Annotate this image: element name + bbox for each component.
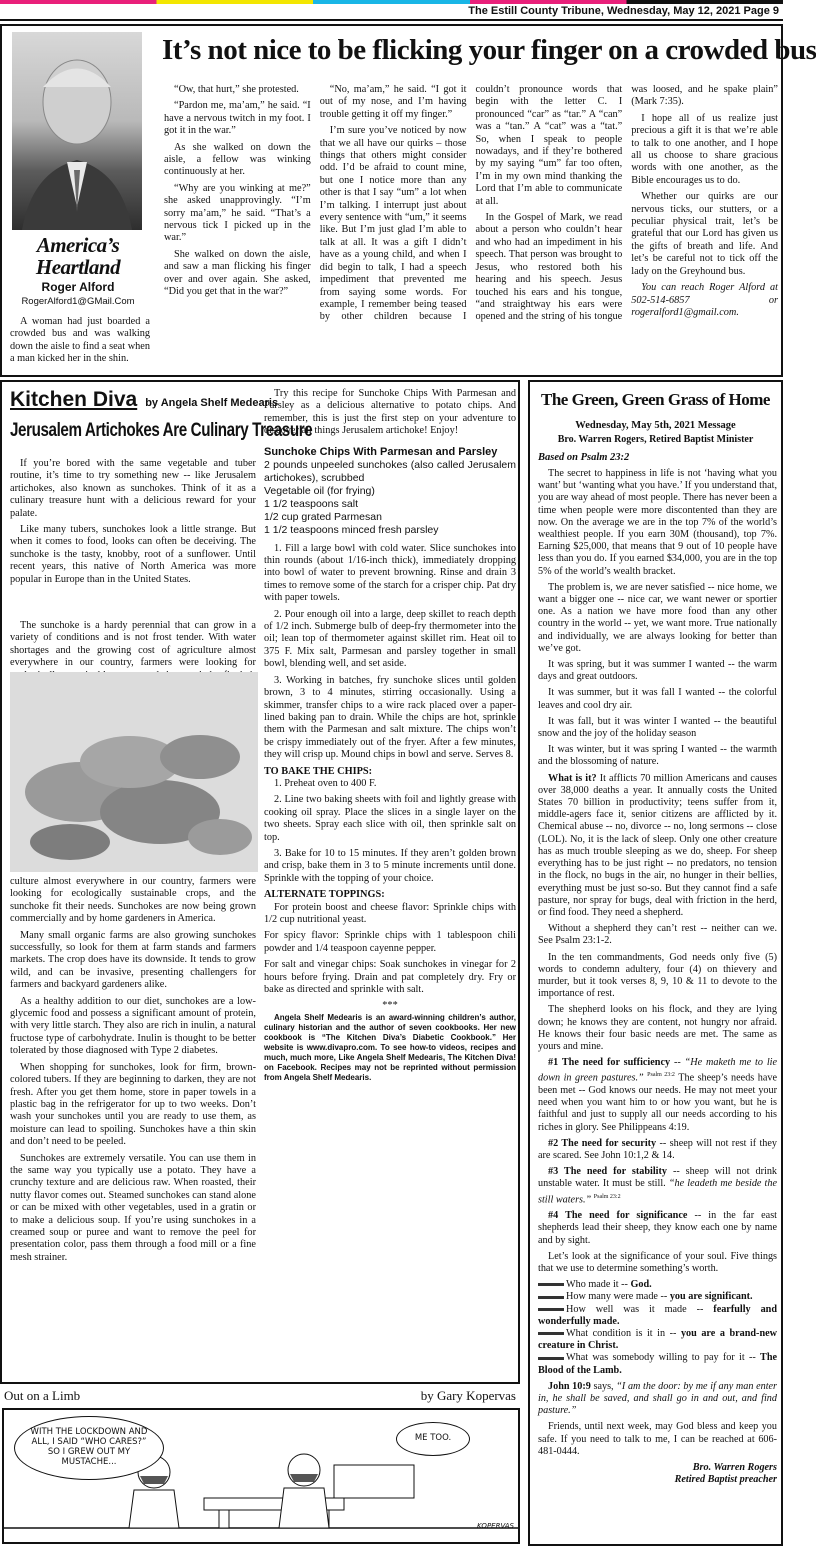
worth-item xyxy=(538,1304,777,1328)
article-paragraph: She walked on down the aisle, and saw a man flicking his finger over and over again. She asked, “Did you get that in the war?” xyxy=(164,248,311,298)
green-paragraph: It was fall, but it was winter I wanted -- the beautiful snow and the joy of the holiday season xyxy=(538,715,777,740)
speech-bubble-left xyxy=(14,1416,164,1480)
speech-bubble-right xyxy=(396,1422,470,1456)
alt-step: For salt and vinegar chips: Soak sunchokes in vinegar for 2 hours before frying. Drain and pat completely dry. Fry or bake as directed and sprinkle with salt. xyxy=(264,959,516,996)
signature-title: Retired Baptist preacher xyxy=(674,1474,777,1486)
worth-question: What was somebody willing to pay for it -- xyxy=(566,1352,756,1364)
alt-title: ALTERNATE TOPPINGS: xyxy=(264,889,385,901)
headline: It’s not nice to be flicking your finger on a crowded bus xyxy=(162,34,816,66)
green-paragraph: Let’s look at the significance of your soul. Five things that we use to determine something’s worth. xyxy=(538,1250,777,1274)
article-body xyxy=(164,84,778,372)
need-2-text: -- sheep will not rest if they are scared. See John 10:1,2 & 14. xyxy=(538,1137,777,1161)
ingredient: 1/2 cup grated Parmesan xyxy=(264,510,382,523)
cartoon-panel xyxy=(2,1408,520,1544)
alt-step: For spicy flavor: Sprinkle chips with 1 tablespoon chili powder and 1/4 teaspoon cayenne pepper. xyxy=(264,930,516,954)
brand-byline: by Angela Shelf Medearis xyxy=(145,397,279,409)
need-4-text: -- in the far east shepherds lead their sheep, they know each one by name and by sight. xyxy=(538,1210,777,1246)
worth-question: How well was it made -- xyxy=(566,1303,704,1315)
need-1-ref: Psalm 23:2 xyxy=(647,1072,675,1079)
bake-title: TO BAKE THE CHIPS: xyxy=(264,765,373,777)
kitchen-paragraph-continued: culture almost everywhere in our country, farmers were looking for ecologically sustainable crops, and the sunchoke fit their needs. Sunchokes are now being grown commercially and by home gardeners in America. xyxy=(10,876,256,925)
worth-answer: you are a brand-new creature in Christ. xyxy=(538,1327,777,1352)
kitchen-para-3a xyxy=(10,620,256,668)
kitchen-headline: Jerusalem Artichokes Are Culinary Treasure xyxy=(10,420,313,441)
bullet-bar xyxy=(538,1308,564,1311)
contact-line: You can reach Roger Alford at 502-514-6857 or rogeralford1@gmail.com. xyxy=(631,282,778,318)
worth-question: What condition is it in -- xyxy=(566,1327,677,1339)
worth-answer: The Blood of the Lamb. xyxy=(538,1352,778,1376)
what-text: It afflicts 70 million Americans and causes over 38,000 deaths a year. It annually costs the United States 70 billion in productivity; teens suffer from it, middle-agers face it, senior citizens are afflicted by it. Chemical abuse -- no, divorce -- no, long sermons -- close (LOL). No, it is the lack of sleep. Only one other creature has as much trouble sleeping as we do, sheep. For sheep everything has to be just right -- no predators, no tension in the flock, no bugs in the air, no hunger in their bellies, everything must be just so-so. But they cannot find a safe pasture, nor spray for bugs, deal with friction in the herd, or find food. They need a shepherd. xyxy=(538,772,778,918)
need-3-label: #3 The need for stability xyxy=(548,1166,667,1178)
need-1-text: The sheep’s needs have been met -- God knows our needs. He may not meet your need when you want him to or how you want, but he is faithful and just to supply all our needs according to his riches in glory. See Philippeans 4:19. xyxy=(538,1072,777,1133)
speech-text-right: ME TOO. xyxy=(414,1433,452,1443)
kitchen-paragraph: Like many tubers, sunchokes look a little strange. But when it comes to food, looks can often be deceiving. The sunchoke is the tasty, knobby, root of a sunflower. Until recent years, this native of North America was more popular in Europe than in the United States. xyxy=(10,524,256,585)
green-paragraph: The problem is, we are never satisfied -- nice home, we want a bigger one -- nice car, we want newer or sportier one. As a nation we have more food than any other country in the world -- yet, we want more. True nationally and individually, we are always looking for better than we’ve got. xyxy=(538,581,777,654)
sunchoke-illustration xyxy=(10,672,258,872)
kitchen-paragraph: Try this recipe for Sunchoke Chips With Parmesan and Parsley as a delicious alternative to potato chips. And remember, this is just the first step on your adventure to discover all things Jerusalem artichoke! Enjoy! xyxy=(264,388,516,437)
author-photo xyxy=(12,32,142,230)
need-3-ref: Psalm 23:2 xyxy=(593,1193,621,1200)
sunchoke-photo xyxy=(10,672,258,872)
green-paragraph: It was winter, but it was spring I wanted -- the warmth and the blossoming of nature. xyxy=(538,744,777,768)
john-text: “I am the door: by me if any man enter in, he shall be saved, and shall go in and out, and find pasture.” xyxy=(538,1380,778,1417)
bullet-bar xyxy=(538,1357,564,1360)
worth-item xyxy=(538,1279,777,1291)
what-is-it xyxy=(538,773,777,919)
worth-question: Who made it -- xyxy=(566,1279,628,1291)
recipe-step: 1. Fill a large bowl with cold water. Slice sunchokes into thin rounds (about 1/16-inch thick), immediately dropping into bowl of water to prevent browning. Rinse and drain 3 times to remove some of the starch for a crisper chip. Pat dry with paper towels. xyxy=(264,542,516,604)
worth-answer: God. xyxy=(630,1279,652,1291)
article-paragraph: Whether our quirks are our nervous ticks, our stutters, or a peculiar physical trait, let’s be grateful that our Lord has given us the gifts of breath and life. And let’s be careful not to tick off the lady on the Greyhound bus. xyxy=(631,191,778,277)
article-paragraph: As she walked on down the aisle, a fellow was winking continuously at her. xyxy=(164,141,311,178)
article-paragraph: “Why are you winking at me?” she asked unapprovingly. “I’m sorry ma’am,” he said. “That’s a nervous tick I picked up in the war.” xyxy=(164,182,311,244)
author-bio: Angela Shelf Medearis is an award-winning children’s author, culinary historian and the author of seven cookbooks. Her new cookbook is “The Kitchen Diva’s Diabetic Cookbook.” Her website is www.divapro.com. To see how-to videos, recipes and much, much more, Like Angela Shelf Medearis, The Kitchen Diva! on Facebook. Recipes may not be reprinted without permission from Angela Shelf Medearis. xyxy=(264,1012,516,1082)
green-date: Wednesday, May 5th, 2021 Message xyxy=(575,420,736,431)
speech-text-left: WITH THE LOCKDOWN AND ALL, I SAID “WHO CARES?” SO I GREW OUT MY MUSTACHE... xyxy=(30,1427,148,1467)
author-email: RogerAlford1@GMail.Com xyxy=(21,296,135,307)
green-grass-article xyxy=(528,380,783,1546)
worth-question: How many were made -- xyxy=(566,1291,668,1303)
worth-item xyxy=(538,1352,777,1376)
what-label: What is it? xyxy=(548,772,597,784)
green-paragraph: Without a shepherd they can’t rest -- neither can we. See Psalm 23:1-2. xyxy=(538,923,777,947)
top-article xyxy=(0,24,816,377)
kitchen-paragraph: If you’re bored with the same vegetable and tuber routine, it’s time to try something new -- like Jerusalem artichokes, also known as sunchokes. Think of it as a culinary treasure hunt with a delicious reward for your palate. xyxy=(10,458,256,519)
brand-name: Kitchen Diva xyxy=(10,388,138,411)
need-4-label: #4 The need for significance xyxy=(548,1210,688,1222)
cartoon-byline: by Gary Kopervas xyxy=(420,1388,516,1403)
recipe-step: 2. Pour enough oil into a large, deep skillet to reach depth of 1/2 inch. Submerge bulb of deep-fry thermometer into the oil; lean top of thermometer against skillet rim. Heat oil to 375 F. Mix salt, Parmesan and parsley together in small bowl, blending well, and set aside. xyxy=(264,608,516,670)
bake-step: 1. Preheat oven to 400 F. xyxy=(274,777,377,789)
recipe-step: 3. Working in batches, fry sunchoke slices until golden brown, 3 to 4 minutes, stirring occasionally. Using a skimmer, transfer chips to a wire rack placed over a paper-lined baking pan to drain. While the chips are hot, sprinkle them with the Parmesan and salt mixture. The chips won’t be crispy immediately out of the fryer. After a few minutes, they will crisp up. Mound chips in bowl and serve. Serves 8. xyxy=(264,674,516,761)
green-paragraph: It was summer, but it was fall I wanted -- the colorful leaves and cool dry air. xyxy=(538,687,777,711)
need-2 xyxy=(538,1138,777,1162)
kitchen-paragraph: The sunchoke is a hardy perennial that can grow in a variety of conditions and is not frost tender. With water shortages and the growing cost of agriculture almost everywhere in our country, farmers were looking for xyxy=(10,620,256,669)
bullet-bar xyxy=(538,1283,564,1286)
green-body xyxy=(538,468,777,1540)
green-paragraph: It was spring, but it was summer I wanted -- the warm days and great outdoors. xyxy=(538,659,777,683)
page-header: The Estill County Tribune, Wednesday, May 12, 2021 Page 9 xyxy=(468,5,779,17)
lead-paragraph: A woman had just boarded a crowded bus and was walking down the aisle to find a seat when a man kicked her in the shin. xyxy=(10,316,150,365)
author-name: Roger Alford xyxy=(41,280,115,294)
need-1-quote: -- “He maketh me to lie down in green pastures.” xyxy=(538,1057,778,1084)
article-paragraph: “Ow, that hurt,” she protested. xyxy=(174,84,299,95)
ingredient: 1 1/2 teaspoons salt xyxy=(264,497,358,510)
john-label: John 10:9 xyxy=(548,1380,591,1392)
kitchen-paragraph: When shopping for sunchokes, look for firm, brown-colored tubers. If they are beginning to darken, they are not fresh. After you get them home, store in paper towels in a plastic bag in the refrigerator for up to two weeks. Don’t wash your sunchokes until you are ready to use them, as moisture can lead to spoiling. Sunchokes have a thin skin and don’t need to be peeled. xyxy=(10,1061,256,1148)
cartoonist-signature: KOPERVAS xyxy=(477,1522,514,1530)
need-2-label: #2 The need for security xyxy=(548,1137,657,1149)
need-3-text: -- sheep will not drink unstable water. It must be still. xyxy=(538,1166,778,1190)
article-paragraph: “No, ma’am,” he said. “I got it out of my nose, and I’m having trouble getting it off my finger.” xyxy=(319,84,467,120)
green-paragraph: In the ten commandments, God needs only five (5) words to condemn adultery, four (4) on thievery and murder, but it took verses 8, 9, 10 & 11 to devote to the importance of rest. xyxy=(538,951,777,1000)
need-3 xyxy=(538,1166,777,1206)
recipe-title: Sunchoke Chips With Parmesan and Parsley xyxy=(264,445,498,458)
kitchen-paragraph: Sunchokes are extremely versatile. You can use them in the same way you typically use a potato. They have a crunchy texture and are delicious raw. When roasted, their nutty flavor comes out. Steamed sunchokes can stand alone or can be mixed with other vegetables, used in a gratin or to make a delicious soup. If you’re using sunchokes in a creamed soup or puree and want to remove the peel for presentation color, pass them through a food mill or a fine mesh strainer. xyxy=(10,1152,256,1263)
green-based-on: Based on Psalm 23:2 xyxy=(538,452,630,463)
kitchen-diva-article xyxy=(0,380,520,1384)
need-1 xyxy=(538,1057,777,1134)
signature-name: Bro. Warren Rogers xyxy=(692,1462,777,1474)
article-paragraph: I’m sure you’ve noticed by now that we all have our quirks – those things that others might consider odd. I’d be afraid to count mine, but one I notice more than any other is that I say “um” a lot when I’m talking. I interrupt just about every sentence with “um,” it seems like. But I’m just glad I’m able to talk at all. It was a gift I didn’t have as a young child, and when I did begin to talk, I had a speech impediment that prevented me from saying some words. For example, I remember being teased by other children because I couldn’t pronounce words that begin with the letter C. I pronounced “car” as “tar.” A “can” was a “tan.” A “cat” was a “tat.” So, when I speak to people nowadays, and if they’re bothered by my saying “um” far too often, I’m in my own mind thanking the Lord that I’m able to communicate at all. xyxy=(319,84,623,323)
need-3-quote: “he leadeth me beside the still waters.” xyxy=(538,1178,778,1205)
worth-item xyxy=(538,1291,777,1303)
kitchen-right-column xyxy=(264,388,516,1380)
green-paragraph: The shepherd looks on his flock, and they are lying down; he knows they are content, not hungry nor afraid. He knows their four basic needs are met. The same as yours and mine. xyxy=(538,1004,777,1052)
bullet-bar xyxy=(538,1296,564,1299)
john-says: says, xyxy=(593,1380,614,1392)
john-quote xyxy=(538,1381,777,1418)
kitchen-left-lower xyxy=(10,876,256,1381)
green-author: Bro. Warren Rogers, Retired Baptist Minister xyxy=(557,434,754,445)
column-name-2: Heartland xyxy=(35,255,121,279)
green-title: The Green, Green Grass of Home xyxy=(541,390,770,409)
kitchen-intro xyxy=(10,458,256,590)
header-rule xyxy=(0,19,783,21)
bake-step: 3. Bake for 10 to 15 minutes. If they aren’t golden brown and crisp, bake them in 3 to 5 minute increments until done. Sprinkle with the topping of your choice. xyxy=(264,847,516,884)
need-4 xyxy=(538,1210,777,1247)
worth-item xyxy=(538,1328,777,1352)
worth-answer: fearfully and wonderfully made. xyxy=(538,1303,777,1327)
cartoon-title: Out on a Limb xyxy=(4,1388,81,1403)
ingredient: Vegetable oil (for frying) xyxy=(264,484,375,497)
alt-step: For protein boost and cheese flavor: Sprinkle chips with 1/2 cup nutritional yeast. xyxy=(264,901,516,925)
need-1-label: #1 The need for sufficiency xyxy=(548,1057,671,1069)
section-stars: *** xyxy=(382,1000,398,1012)
bake-step: 2. Line two baking sheets with foil and lightly grease with cooking oil spray. Place the slices in a single layer on the two sheets. Spray each slice with oil, then sprinkle salt on top. xyxy=(264,794,516,843)
portrait-illustration xyxy=(12,32,142,230)
green-paragraph: The secret to happiness in life is not ‘having what you want’ but ‘wanting what you have.’ If you understand that, you are way ahead of most people. There has never been a time when people were more discontented than they are now. On the average we are in the top 7% of the world’s wealthiest people. If you earn 30M (thousand), top 7%. Earning $25,000, that means that 9 out of 10 people have less than you do. If you earned $34,000, you are in the top 5% of the world’s wealth bracket. xyxy=(538,468,777,577)
kitchen-paragraph: Many small organic farms are also growing sunchokes successfully, so look for them at farm stands and farmers markets. The crop does have its downside. It tends to grow wild, and can be invasive, presenting challengers for farmers and backyard gardeners alike. xyxy=(10,929,256,991)
article-paragraph: I hope all of us realize just precious a gift it is that we’re able to talk to one another, and I hope all us choose to share gracious words with one another, as the Bible encourages us to do. xyxy=(631,112,778,186)
article-paragraph: “Pardon me, ma’am,” he said. “I have a nervous twitch in my foot. I got it in the war.” xyxy=(164,100,311,137)
worth-answer: you are significant. xyxy=(669,1291,753,1303)
kitchen-paragraph: As a healthy addition to our diet, sunchokes are a low-glycemic food and possess a significant amount of protein, with very little starch. They also are rich in inulin, a natural fructose type of carbohydrate. Inulin is thought to be better tolerated by those diagnosed with Type 2 diabetes. xyxy=(10,995,256,1057)
bullet-bar xyxy=(538,1332,564,1335)
ingredient: 2 pounds unpeeled sunchokes (also called Jerusalem artichokes), scrubbed xyxy=(264,458,516,484)
article-paragraph: In the Gospel of Mark, we read about a person who couldn’t hear and who had an impediment in his speech. That person was brought to Jesus, who restored both his hearing and his speech. Jesus touched his ears and his tongue, “and straightway his ears were opened and the string of his tongue was loosed, and he spake plain” (Mark 7:35). xyxy=(475,84,778,323)
ingredient: 1 1/2 teaspoons minced fresh parsley xyxy=(264,523,439,536)
closing: Friends, until next week, may God bless and keep you safe. If you need to talk to me, I can be reached at 606-481-0444. xyxy=(538,1421,777,1457)
column-name-1: America’s xyxy=(36,233,120,257)
